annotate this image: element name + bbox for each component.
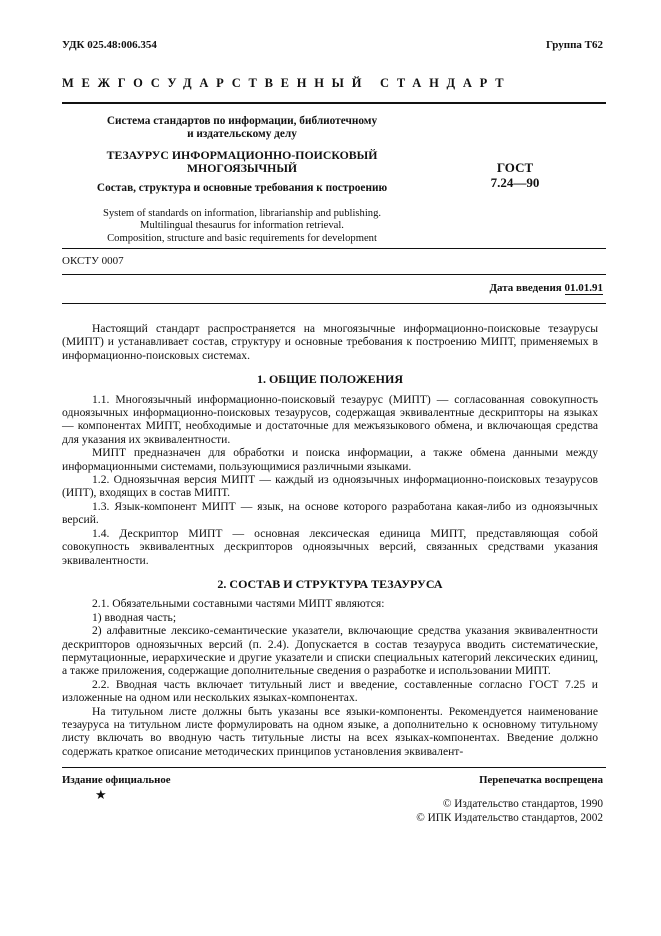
clause-1-1-continued: МИПТ предназначен для обработки и поиска информации, а также обмена данными между информационными системами, пользующимися различными языками.	[62, 446, 598, 473]
gost-label: ГОСТ	[496, 160, 534, 175]
star-icon: ★	[95, 787, 107, 802]
okstu-code: ОКСТУ 0007	[62, 255, 124, 267]
clause-1-2: 1.2. Одноязычная версия МИПТ — каждый из одноязычных информационно-поисковых тезаурусов (ИПТ), входящих в состав МИПТ.	[62, 473, 598, 500]
copyright-line-2: © ИПК Издательство стандартов, 2002	[416, 812, 603, 824]
clause-2-1-item-2: 2) алфавитные лексико-семантические указатели, включающие средства указания эквивалентности дескрипторов одноязычных версий (п. 2.4). Допускается в состав тезауруса вводить систематические, пермутационные, иерархические и другие указатели и списки специальных категорий лексических единиц, а также приложения, содержащие дополнительные сведения о разработке и использовании МИПТ.	[62, 624, 598, 678]
official-edition-label: Издание официальное	[62, 774, 171, 786]
gost-number: 7.24—90	[490, 175, 540, 190]
intro-paragraph: Настоящий стандарт распространяется на многоязычные информационно-поисковые тезаурусы (МИПТ) и устанавливает состав, структуру и основные требования к построению МИПТ, применяемых в информационно-поисковых системах.	[62, 322, 598, 362]
english-title-line-2: Multilingual thesaurus for information retrieval.	[140, 220, 344, 232]
clause-2-1: 2.1. Обязательными составными частями МИПТ являются:	[92, 597, 385, 611]
document-subtitle: Состав, структура и основные требования к построению	[96, 182, 388, 194]
clause-1-4: 1.4. Дескриптор МИПТ — основная лексическая единица МИПТ, представляющая собой совокупность эквивалентных дескрипторов одноязычных версий, связанных средствами указания эквивалентности.	[62, 526, 598, 567]
english-title-line-1: System of standards on information, librarianship and publishing.	[102, 208, 382, 219]
document-title-line-2: МНОГОЯЗЫЧНЫЙ	[186, 161, 298, 175]
clause-2-2-continued: На титульном листе должны быть указаны все языки-компоненты. Рекомендуется наименование тезауруса на титульном листе формулировать на одном языке, а дополнительно к основному титульному листу включать во вводную часть титульные листы на всех языках-компонентах. Введение должно содержать краткое описание методических принципов установления эквивалент-	[62, 704, 598, 758]
date-divider	[62, 303, 606, 304]
introduction-date-label: Дата введения	[489, 282, 562, 294]
standard-type-heading: МЕЖГОСУДАРСТВЕННЫЙ СТАНДАРТ	[62, 76, 512, 90]
document-title-line-1: ТЕЗАУРУС ИНФОРМАЦИОННО-ПОИСКОВЫЙ	[106, 148, 378, 162]
clause-2-1-item-1: 1) вводная часть;	[92, 610, 177, 624]
section-2-heading: 2. СОСТАВ И СТРУКТУРА ТЕЗАУРУСА	[217, 576, 443, 591]
title-divider	[62, 248, 606, 249]
introduction-date	[489, 282, 603, 294]
english-title-line-3: Composition, structure and basic requirements for development	[107, 232, 377, 244]
clause-1-3: 1.3. Язык-компонент МИПТ — язык, на основе которого разработана какая-либо из одноязычных версий.	[62, 499, 598, 527]
gost-designation	[470, 160, 560, 190]
udk-code: УДК 025.48:006.354	[62, 39, 157, 51]
document-title	[62, 149, 422, 175]
system-series	[62, 115, 422, 141]
system-series-line-2: и издательскому делу	[187, 128, 297, 140]
reprint-prohibited-label: Перепечатка воспрещена	[479, 774, 603, 786]
clause-1-1: 1.1. Многоязычный информационно-поисковый тезаурус (МИПТ) — согласованная совокупность одноязычных информационно-поисковых тезаурусов, содержащая эквивалентные дескрипторы на языках — компонентах МИПТ, необходимые и достаточные для межъязыкового обмена, и включающая средства для указания их эквивалентности.	[62, 392, 598, 446]
introduction-date-value: 01.01.91	[564, 282, 603, 294]
copyright-block	[416, 797, 603, 825]
section-1-heading: 1. ОБЩИЕ ПОЛОЖЕНИЯ	[256, 372, 404, 387]
okstu-divider	[62, 274, 606, 275]
body-text	[62, 322, 598, 758]
clause-2-2: 2.2. Вводная часть включает титульный лист и введение, составленные согласно ГОСТ 7.25 и изложенные на одном или нескольких языках-компонентах.	[62, 677, 598, 705]
top-divider	[62, 102, 606, 104]
group-code: Группа Т62	[545, 39, 603, 51]
copyright-line-1: © Издательство стандартов, 1990	[442, 798, 603, 810]
footer-divider	[62, 767, 606, 768]
system-series-line-1: Система стандартов по информации, библиотечному	[106, 115, 378, 127]
english-title	[62, 208, 422, 245]
